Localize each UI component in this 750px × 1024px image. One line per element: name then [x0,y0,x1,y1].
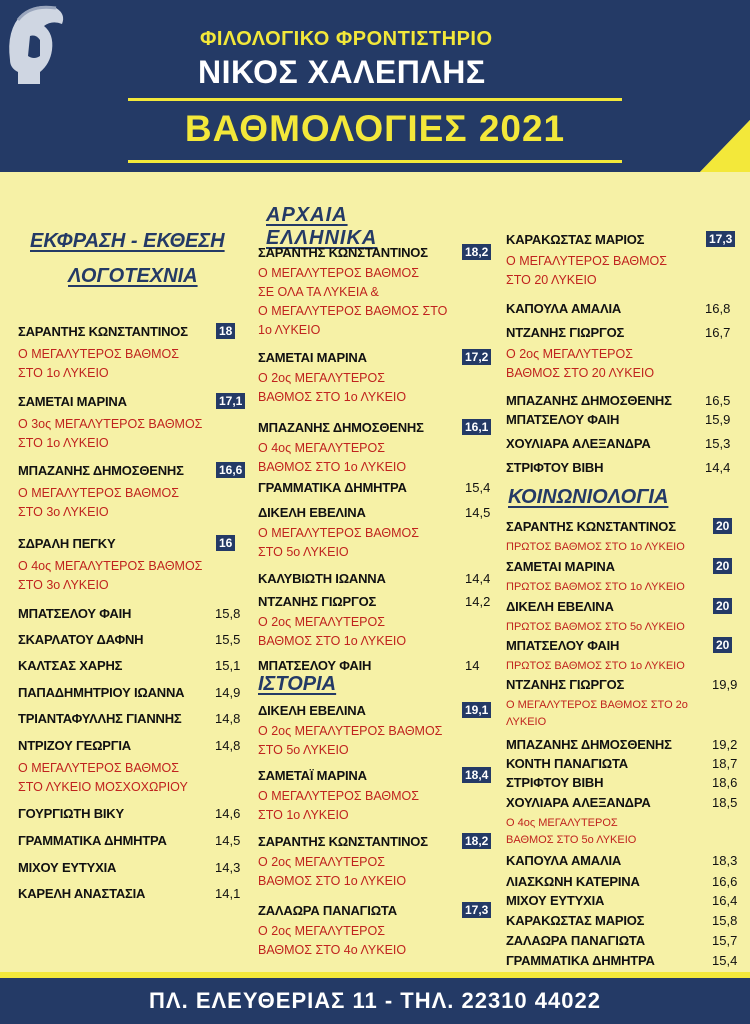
student-name: ΜΠΑΖΑΝΗΣ ΔΗΜΟΣΘΕΝΗΣ [258,420,424,435]
student-name: ΚΟΝΤΗ ΠΑΝΑΓΙΩΤΑ [506,756,628,771]
grade-badge: 20 [713,558,732,574]
grade-badge: 18,2 [462,833,491,849]
achievement-note: Ο 2ος ΜΕΓΑΛΥΤΕΡΟΣ [258,371,385,385]
grade-badge: 16 [216,535,235,551]
grade-value: 15,3 [705,436,731,451]
grade-value: 16,7 [705,325,731,340]
grade-badge: 20 [713,598,732,614]
student-name: ΝΤΡΙΖΟΥ ΓΕΩΡΓΙΑ [18,738,131,753]
grade-badge: 18,2 [462,244,491,260]
grade-value: 18,7 [712,756,738,771]
student-name: ΣΤΡΙΦΤΟΥ ΒΙΒΗ [506,775,604,790]
school-subtitle: ΦΙΛΟΛΟΓΙΚΟ ΦΡΟΝΤΙΣΤΗΡΙΟ [200,28,493,50]
achievement-note: Ο 4ος ΜΕΓΑΛΥΤΕΡΟΣ ΒΑΘΜΟΣ [18,559,203,573]
grade-value: 16,6 [712,874,738,889]
student-name: ΓΡΑΜΜΑΤΙΚΑ ΔΗΜΗΤΡΑ [18,833,167,848]
student-name: ΜΠΑΤΣΕΛΟΥ ΦΑΙΗ [18,606,132,621]
grade-value: 14,8 [215,738,241,753]
student-name: ΣΑΜΕΤΑΙ ΜΑΡΙΝΑ [506,559,615,574]
grade-badge: 18,4 [462,767,491,783]
student-name: ΣΚΑΡΛΑΤΟΥ ΔΑΦΝΗ [18,632,144,647]
achievement-note: Ο 4ος ΜΕΓΑΛΥΤΕΡΟΣ [506,817,618,829]
achievement-note: Ο ΜΕΓΑΛΥΤΕΡΟΣ ΒΑΘΜΟΣ [18,486,180,500]
section-heading-koinoniologia: ΚΟΙΝΩΝΙΟΛΟΓΙΑ [508,486,669,508]
student-name: ΧΟΥΛΙΑΡΑ ΑΛΕΞΑΝΔΡΑ [506,436,651,451]
student-name: ΣΑΜΕΤΑΪ ΜΑΡΙΝΑ [258,768,367,783]
achievement-note: ΣΤΟ ΛΥΚΕΙΟ ΜΟΣΧΟΧΩΡΙΟΥ [18,780,188,794]
student-name: ΜΠΑΖΑΝΗΣ ΔΗΜΟΣΘΕΝΗΣ [506,393,672,408]
achievement-note: Ο ΜΕΓΑΛΥΤΕΡΟΣ ΒΑΘΜΟΣ [258,789,420,803]
achievement-note: Ο ΜΕΓΑΛΥΤΕΡΟΣ ΒΑΘΜΟΣ [506,254,668,268]
student-name: ΓΟΥΡΓΙΩΤΗ ΒΙΚΥ [18,806,124,821]
grade-value: 19,2 [712,737,738,752]
achievement-note: Ο ΜΕΓΑΛΥΤΕΡΟΣ ΒΑΘΜΟΣ ΣΤΟ 2ο [506,699,688,711]
student-name: ΚΑΡΑΚΩΣΤΑΣ ΜΑΡΙΟΣ [506,232,645,247]
achievement-note: ΒΑΘΜΟΣ ΣΤΟ 1ο ΛΥΚΕΙΟ [258,634,407,648]
achievement-note: ΠΡΩΤΟΣ ΒΑΘΜΟΣ ΣΤΟ 5ο ΛΥΚΕΙΟ [506,621,685,633]
student-name: ΜΙΧΟΥ ΕΥΤΥΧΙΑ [18,860,117,875]
achievement-note: ΣΤΟ 3ο ΛΥΚΕΙΟ [18,505,109,519]
student-name: ΚΑΠΟΥΛΑ ΑΜΑΛΙΑ [506,853,622,868]
student-name: ΣΑΡΑΝΤΗΣ ΚΩΝΣΤΑΝΤΙΝΟΣ [506,519,676,534]
student-name: ΚΑΡΑΚΩΣΤΑΣ ΜΑΡΙΟΣ [506,913,645,928]
student-name: ΚΑΠΟΥΛΑ ΑΜΑΛΙΑ [506,301,622,316]
student-name: ΚΑΛΥΒΙΩΤΗ ΙΩΑΝΝΑ [258,571,386,586]
student-name: ΤΡΙΑΝΤΑΦΥΛΛΗΣ ΓΙΑΝΝΗΣ [18,711,182,726]
title-rule-top [128,98,622,101]
grade-value: 18,6 [712,775,738,790]
grade-value: 14,6 [215,806,241,821]
grade-badge: 20 [713,518,732,534]
achievement-note: Ο 3ος ΜΕΓΑΛΥΤΕΡΟΣ ΒΑΘΜΟΣ [18,417,203,431]
grade-value: 14,4 [705,460,731,475]
student-name: ΖΑΛΑΩΡΑ ΠΑΝΑΓΙΩΤΑ [506,933,645,948]
achievement-note: ΠΡΩΤΟΣ ΒΑΘΜΟΣ ΣΤΟ 1ο ΛΥΚΕΙΟ [506,581,685,593]
grade-value: 15,5 [215,632,241,647]
achievement-note: Ο ΜΕΓΑΛΥΤΕΡΟΣ ΒΑΘΜΟΣ [18,347,180,361]
grade-value: 18,3 [712,853,738,868]
achievement-note: ΠΡΩΤΟΣ ΒΑΘΜΟΣ ΣΤΟ 1ο ΛΥΚΕΙΟ [506,541,685,553]
student-name: ΜΠΑΖΑΝΗΣ ΔΗΜΟΣΘΕΝΗΣ [18,463,184,478]
grade-value: 14,9 [215,685,241,700]
grade-value: 15,4 [712,953,738,968]
grade-value: 14,4 [465,571,491,586]
grade-badge: 17,2 [462,349,491,365]
achievement-note: 1ο ΛΥΚΕΙΟ [258,323,321,337]
grade-value: 14,1 [215,886,241,901]
page-title: ΒΑΘΜΟΛΟΓΙΕΣ 2021 [184,108,566,149]
achievement-note: Ο ΜΕΓΑΛΥΤΕΡΟΣ ΒΑΘΜΟΣ [258,526,420,540]
title-rule-bottom [128,160,622,163]
achievement-note: Ο ΜΕΓΑΛΥΤΕΡΟΣ ΒΑΘΜΟΣ [18,761,180,775]
achievement-note: ΒΑΘΜΟΣ ΣΤΟ 5ο ΛΥΚΕΙΟ [506,834,637,846]
achievement-note: ΣΤΟ 5ο ΛΥΚΕΙΟ [258,743,349,757]
student-name: ΣΑΜΕΤΑΙ ΜΑΡΙΝΑ [258,350,367,365]
achievement-note: Ο 2ος ΜΕΓΑΛΥΤΕΡΟΣ [258,855,385,869]
grade-value: 15,8 [712,913,738,928]
achievement-note: ΣΕ ΟΛΑ ΤΑ ΛΥΚΕΙΑ & [258,285,379,299]
grade-badge: 18 [216,323,235,339]
student-name: ΜΠΑΖΑΝΗΣ ΔΗΜΟΣΘΕΝΗΣ [506,737,672,752]
student-name: ΝΤΖΑΝΗΣ ΓΙΩΡΓΟΣ [506,677,625,692]
achievement-note: ΒΑΘΜΟΣ ΣΤΟ 1ο ΛΥΚΕΙΟ [258,390,407,404]
student-name: ΜΠΑΤΣΕΛΟΥ ΦΑΙΗ [506,412,620,427]
footer-address: ΠΛ. ΕΛΕΥΘΕΡΙΑΣ 11 - ΤΗΛ. 22310 44022 [149,988,601,1013]
student-name: ΜΠΑΤΣΕΛΟΥ ΦΑΙΗ [506,638,620,653]
achievement-note: Ο 2ος ΜΕΓΑΛΥΤΕΡΟΣ ΒΑΘΜΟΣ [258,724,443,738]
grade-badge: 16,6 [216,462,245,478]
student-name: ΓΡΑΜΜΑΤΙΚΑ ΔΗΜΗΤΡΑ [506,953,655,968]
achievement-note: ΣΤΟ 3ο ΛΥΚΕΙΟ [18,578,109,592]
achievement-note: Ο 4ος ΜΕΓΑΛΥΤΕΡΟΣ [258,441,385,455]
student-name: ΣΑΡΑΝΤΗΣ ΚΩΝΣΤΑΝΤΙΝΟΣ [18,324,188,339]
grade-badge: 19,1 [462,702,491,718]
section-heading-arxaia: ΑΡΧΑΙΑ ΕΛΛΗΝΙΚΑ [266,204,378,249]
grade-badge: 17,3 [706,231,735,247]
achievement-note: ΣΤΟ 1ο ΛΥΚΕΙΟ [258,808,349,822]
student-name: ΚΑΡΕΛΗ ΑΝΑΣΤΑΣΙΑ [18,886,146,901]
grade-badge: 17,3 [462,902,491,918]
grade-value: 15,7 [712,933,738,948]
grade-value: 16,8 [705,301,731,316]
student-name: ΓΡΑΜΜΑΤΙΚΑ ΔΗΜΗΤΡΑ [258,480,407,495]
student-name: ΠΑΠΑΔΗΜΗΤΡΙΟΥ ΙΩΑΝΝΑ [18,685,185,700]
grade-value: 16,5 [705,393,731,408]
achievement-note: ΠΡΩΤΟΣ ΒΑΘΜΟΣ ΣΤΟ 1ο ΛΥΚΕΙΟ [506,660,685,672]
grade-value: 14,3 [215,860,241,875]
grade-value: 15,8 [215,606,241,621]
grade-badge: 20 [713,637,732,653]
grade-value: 18,5 [712,795,738,810]
achievement-note: Ο ΜΕΓΑΛΥΤΕΡΟΣ ΒΑΘΜΟΣ [258,266,420,280]
student-name: ΚΑΛΤΣΑΣ ΧΑΡΗΣ [18,658,123,673]
achievement-note: Ο 2ος ΜΕΓΑΛΥΤΕΡΟΣ [258,615,385,629]
student-name: ΣΤΡΙΦΤΟΥ ΒΙΒΗ [506,460,604,475]
grade-value: 14,5 [465,505,491,520]
achievement-note: ΣΤΟ 1ο ΛΥΚΕΙΟ [18,366,109,380]
achievement-note: ΒΑΘΜΟΣ ΣΤΟ 1ο ΛΥΚΕΙΟ [258,460,407,474]
student-name: ΝΤΖΑΝΗΣ ΓΙΩΡΓΟΣ [506,325,625,340]
achievement-note: ΣΤΟ 20 ΛΥΚΕΙΟ [506,273,597,287]
student-name: ΣΑΜΕΤΑΙ ΜΑΡΙΝΑ [18,394,127,409]
student-name: ΔΙΚΕΛΗ ΕΒΕΛΙΝΑ [258,703,366,718]
student-name: ΧΟΥΛΙΑΡΑ ΑΛΕΞΑΝΔΡΑ [506,795,651,810]
student-name: ΖΑΛΑΩΡΑ ΠΑΝΑΓΙΩΤΑ [258,903,397,918]
section-heading-istoria: ΙΣΤΟΡΙΑ [258,673,337,695]
grade-badge: 16,1 [462,419,491,435]
student-name: ΔΙΚΕΛΗ ΕΒΕΛΙΝΑ [506,599,614,614]
student-name: ΝΤΖΑΝΗΣ ΓΙΩΡΓΟΣ [258,594,377,609]
achievement-note: ΣΤΟ 5ο ΛΥΚΕΙΟ [258,545,349,559]
student-name: ΣΑΡΑΝΤΗΣ ΚΩΝΣΤΑΝΤΙΝΟΣ [258,834,428,849]
helmet-logo-icon [0,0,70,88]
grade-value: 14 [465,658,480,673]
achievement-note: ΒΑΘΜΟΣ ΣΤΟ 1ο ΛΥΚΕΙΟ [258,874,407,888]
achievement-note: ΒΑΘΜΟΣ ΣΤΟ 20 ΛΥΚΕΙΟ [506,366,655,380]
student-name: ΜΠΑΤΣΕΛΟΥ ΦΑΙΗ [258,658,372,673]
achievement-note: ΣΤΟ 1ο ΛΥΚΕΙΟ [18,436,109,450]
grade-value: 15,9 [705,412,731,427]
grade-value: 16,4 [712,893,738,908]
achievement-note: Ο ΜΕΓΑΛΥΤΕΡΟΣ ΒΑΘΜΟΣ ΣΤΟ [258,304,448,318]
student-name: ΣΔΡΑΛΗ ΠΕΓΚΥ [18,536,116,551]
grade-value: 19,9 [712,677,738,692]
grade-value: 14,8 [215,711,241,726]
section-heading-logotexnia: ΛΟΓΟΤΕΧΝΙΑ [68,265,198,287]
achievement-note: Ο 2ος ΜΕΓΑΛΥΤΕΡΟΣ [258,924,385,938]
achievement-note: Ο 2ος ΜΕΓΑΛΥΤΕΡΟΣ [506,347,633,361]
section-heading-ekfrasi: ΕΚΦΡΑΣΗ - ΕΚΘΕΣΗ [30,230,225,252]
student-name: ΛΙΑΣΚΩΝΗ ΚΑΤΕΡΙΝΑ [506,874,640,889]
header-banner [0,0,750,190]
achievement-note: ΛΥΚΕΙΟ [506,716,547,728]
student-name: ΣΑΡΑΝΤΗΣ ΚΩΝΣΤΑΝΤΙΝΟΣ [258,245,428,260]
grade-value: 15,4 [465,480,491,495]
student-name: ΜΙΧΟΥ ΕΥΤΥΧΙΑ [506,893,605,908]
student-name: ΔΙΚΕΛΗ ΕΒΕΛΙΝΑ [258,505,366,520]
grade-value: 15,1 [215,658,241,673]
achievement-note: ΒΑΘΜΟΣ ΣΤΟ 4ο ΛΥΚΕΙΟ [258,943,407,957]
grade-value: 14,5 [215,833,241,848]
grade-value: 14,2 [465,594,491,609]
grade-badge: 17,1 [216,393,245,409]
teacher-name: ΝΙΚΟΣ ΧΑΛΕΠΛΗΣ [198,54,486,90]
